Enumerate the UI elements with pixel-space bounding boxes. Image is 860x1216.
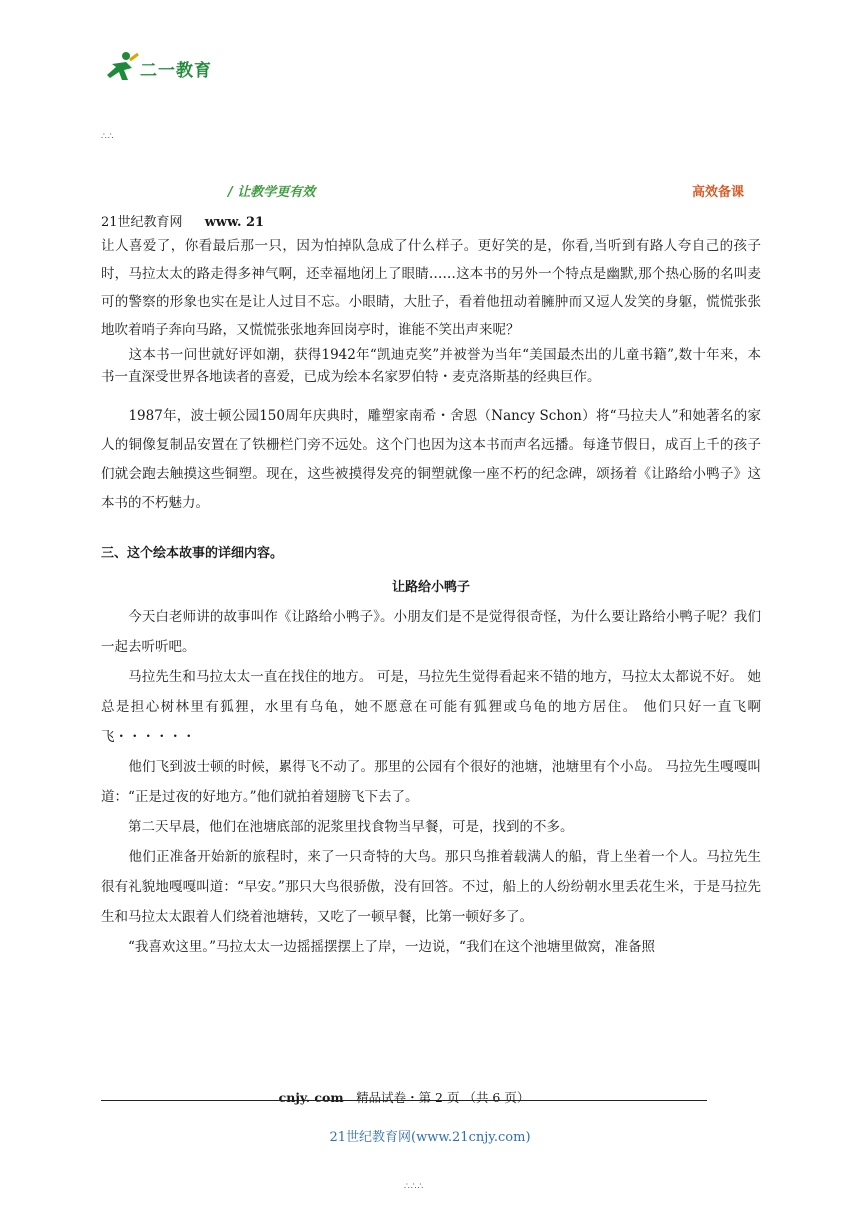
paragraph: 今天白老师讲的故事叫作《让路给小鸭子》。小朋友们是不是觉得很奇怪，为什么要让路给小鸭子呢？我们一起去听听吧。 [101,609,761,655]
footer-brand: cnjy. com [278,1090,344,1105]
logo-text: 二一教育 [140,61,212,81]
paragraph: “我喜欢这里。”马拉太太一边摇摇摆摆上了岸，一边说，“我们在这个池塘里做窝，准备照 [101,939,655,955]
site-link[interactable]: 21世纪教育网(www.21cnjy.com) [329,1130,531,1145]
footer-divider [101,1100,707,1101]
footer-page-info: 精品试卷・第 2 页 （共 6 页） [343,1090,530,1105]
story-title: 让路给小鸭子 [391,580,470,595]
bottom-mark: ∴∴∴ [404,1182,425,1192]
document-body [101,232,761,962]
paragraph: 这本书一问世就好评如潮，获得1942年“凯迪克奖”并被誉为当年“美国最杰出的儿童书籍”,数十年来，本书一直深受世界各地读者的喜爱，已成为绘本名家罗伯特・麦克洛斯基的经典巨作。 [101,347,761,385]
source-url: www. 21 [204,215,265,230]
paragraph: 马拉先生和马拉太太一直在找住的地方。 可是，马拉先生觉得看起来不错的地方，马拉太太都说不好。 她总是担心树林里有狐狸，水里有乌龟，她不愿意在可能有狐狸或乌龟的地方居住。 他们只好一直飞啊飞・・・・・・ [101,669,761,745]
paragraph: 他们飞到波士顿的时候，累得飞不动了。那里的公园有个很好的池塘，池塘里有个小岛。 马拉先生嘎嘎叫道：“正是过夜的好地方。”他们就拍着翅膀飞下去了。 [101,759,761,805]
paragraph: 让人喜爱了，你看最后那一只，因为怕掉队急成了什么样子。更好笑的是，你看,当听到有路人夸自己的孩子时，马拉太太的路走得多神气啊，还幸福地闭上了眼睛……这本书的另外一个特点是幽默,那个热心肠的名叫麦可的警察的形象也实在是让人过目不忘。小眼睛，大肚子，看着他扭动着臃肿而又逗人发笑的身躯，慌慌张张地吹着哨子奔向马路，又慌慌张张地奔回岗亭时，谁能不笑出声来呢？ [101,238,761,338]
page-footer [101,1088,707,1106]
slogan: / 让教学更有效 [228,185,316,200]
source-line [101,211,264,230]
paragraph: 1987年，波士顿公园150周年庆典时，雕塑家南希・舍恩（Nancy Schon）将“马拉夫人”和她著名的家人的铜像复制品安置在了铁栅栏门旁不远处。这个门也因为这本书而声名远播。每逢节假日，成百上千的孩子们就会跑去触摸这些铜塑。现在，这些被摸得发亮的铜塑就像一座不朽的纪念碑，颂扬着《让路给小鸭子》这本书的不朽魅力。 [101,408,761,511]
header-tag: 高效备课 [692,185,745,200]
section-heading: 三、这个绘本故事的详细内容。 [101,546,284,561]
paragraph: 第二天早晨，他们在池塘底部的泥浆里找食物当早餐，可是，找到的不多。 [101,819,574,835]
paragraph: 他们正准备开始新的旅程时，来了一只奇特的大鸟。那只鸟推着载满人的船，背上坐着一个人。马拉先生很有礼貌地嘎嘎叫道：“早安。”那只大鸟很骄傲，没有回答。不过，船上的人纷纷朝水里丢花生米，于是马拉先生和马拉太太跟着人们绕着池塘转，又吃了一顿早餐，比第一顿好多了。 [101,849,761,925]
top-mark: ∴∴ [101,132,115,142]
logo [104,50,234,84]
runner-logo-icon [104,50,140,84]
source-name: 21世纪教育网 [101,215,183,230]
